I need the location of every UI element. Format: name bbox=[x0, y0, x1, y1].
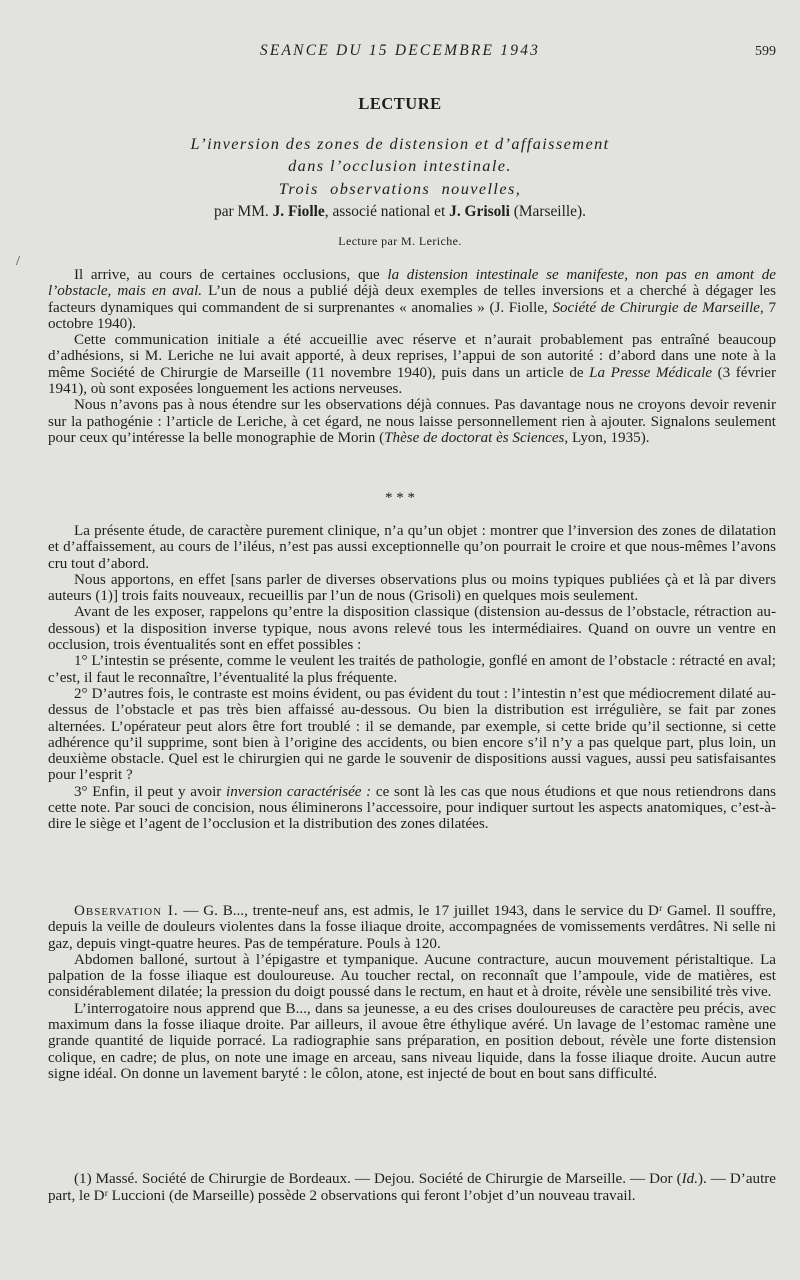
article-title-line-2: dans l’occlusion intestinale. bbox=[288, 156, 512, 175]
margin-mark: / bbox=[16, 254, 20, 269]
author-2: J. Grisoli bbox=[449, 203, 510, 220]
observation-block bbox=[48, 903, 776, 1082]
author-1: J. Fiolle bbox=[272, 203, 325, 220]
article-title-line-3: Trois observations nouvelles, bbox=[278, 179, 522, 198]
observation-paragraph-3: L’interrogatoire nous apprend que B..., dans sa jeunesse, a eu des crises douloureuses de caractère peu précis, avec maximum dans la fosse iliaque droite. Par ailleurs, il avoue être éthylique avéré. Un lavage de l’estomac ramène une grande quantité de liquide porracé. La radiographie sans préparation, en position debout, révèle une forte distension colique, en cadre; de plus, on note une image en arceau, sans niveau liquide, dans la fosse iliaque droite. Aucun autre signe idéal. On donne un lavement baryté : le côlon, atone, est injecté de bout en bout sans difficulté. bbox=[48, 1000, 776, 1082]
list-item-1: 1° L’intestin se présente, comme le veulent les traités de pathologie, gonflé en amont de l’obstacle : rétracté en aval; c’est, il faut le reconnaître, l’éventualité la plus fréquente. bbox=[48, 653, 776, 686]
running-title: SEANCE DU 15 DECEMBRE 1943 bbox=[259, 42, 541, 59]
section-heading: LECTURE bbox=[358, 94, 442, 113]
byline-prefix: par MM. bbox=[214, 203, 269, 220]
body-block bbox=[48, 523, 776, 833]
intro-paragraph-3: Nous n’avons pas à nous étendre sur les observations déjà connues. Pas davantage nous ne croyons devoir revenir sur la pathogénie : l’article de Leriche, à cet égard, ne nous laisse personnellement rien à ajouter. Signalons seulement pour ceux qu’intéresse la belle monographie de Morin (Thèse de doctorat ès Sciences, Lyon, 1935). bbox=[48, 397, 776, 446]
observation-paragraph-2: Abdomen balloné, surtout à l’épigastre et tympanique. Aucune contracture, aucun mouvement péristaltique. La palpation de la fosse iliaque est douloureuse. Au toucher rectal, on reconnaît que l’ampoule, vide de matières, est considérablement dilatée; la pression du doigt poussé dans le rectum, en haut et à droite, révèle une sensibilité très vive. bbox=[48, 951, 776, 1001]
list-item-2: 2° D’autres fois, le contraste est moins évident, ou pas évident du tout : l’intestin n’est que médiocrement dilaté au-dessus de l’obstacle et pas très bien affaissé au-dessous. Ou bien la distribution est irrégulière, se fait par zones alternées. L’opérateur peut alors être fort troublé : il se demande, par exemple, si cette bride qu’il sectionne, si cette adhérence qu’il supprime, sont bien à l’origine des accidents, ou bien encore s’il n’y a pas quelque part, plus loin, un deuxième obstacle. Quel est le chirurgien qui ne garde le souvenir de dispositions aussi vagues, aussi peu satisfaisantes pour l’esprit ? bbox=[48, 685, 776, 784]
article-title-line-1: L’inversion des zones de distension et d’affaissement bbox=[190, 134, 610, 153]
byline bbox=[0, 203, 800, 221]
page-number: 599 bbox=[755, 44, 776, 59]
list-item-3: 3° Enfin, il peut y avoir inversion caractérisée : ce sont là les cas que nous étudions et que nous retiendrons dans cette note. Par souci de concision, nous éliminerons l’accessoire, pour indiquer surtout les aspects anatomiques, c’est-à-dire le siège et l’agent de l’occlusion et la distribution des zones dilatées. bbox=[48, 783, 776, 833]
intro-paragraph-2: Cette communication initiale a été accueillie avec réserve et n’aurait probablement pas entraîné beaucoup d’adhésions, si M. Leriche ne lui avait apporté, à deux reprises, l’appui de son autorité : d’abord dans une note à la même Société de Chirurgie de Marseille (11 novembre 1940), puis dans un article de La Presse Médicale (3 février 1941), où sont exposées longuement les actions nerveuses. bbox=[48, 332, 776, 398]
observation-paragraph-1: Observation I. — G. B..., trente-neuf ans, est admis, le 17 juillet 1943, dans le service du Dʳ Gamel. Il souffre, depuis la veille de douleurs violentes dans la fosse iliaque droite, accompagnées de vomissements verdâtres. Ni selle ni gaz, depuis vingt-quatre heures. Pas de température. Pouls à 120. bbox=[48, 903, 776, 952]
read-by-line: Lecture par M. Leriche. bbox=[338, 234, 462, 248]
intro-paragraph-1: Il arrive, au cours de certaines occlusions, que la distension intestinale se manifeste, non pas en amont de l’obstacle, mais en aval. L’un de nous a publié déjà deux exemples de telles inversions et a cherché à dégager les facteurs dynamiques qui commandent de si surprenantes « anomalies » (J. Fiolle, Société de Chirurgie de Marseille, 7 octobre 1940). bbox=[48, 267, 777, 332]
byline-mid: , associé national et bbox=[324, 203, 446, 220]
body-paragraph-3: Avant de les exposer, rappelons qu’entre la disposition classique (distension au-dessus de l’obstacle, rétraction au-dessous) et la disposition inverse typique, nous avons relevé tous les intermédiaires. Quand on ouvre un ventre en occlusion, trois éventualités sont en effet possibles : bbox=[48, 604, 776, 654]
observation-label: Observation I. bbox=[74, 903, 179, 919]
intro-block bbox=[48, 267, 776, 446]
body-paragraph-1: La présente étude, de caractère purement clinique, n’a qu’un objet : montrer que l’inversion des zones de dilatation et d’affaissement, au cours de l’iléus, n’est pas aussi exceptionnelle qu’on pourrait le croire et que nous-mêmes l’avons cru tout d’abord. bbox=[48, 523, 776, 572]
footnote: (1) Massé. Société de Chirurgie de Bordeaux. — Dejou. Société de Chirurgie de Marseille. — Dor (Id.). — D’autre part, le Dʳ Luccioni (de Marseille) possède 2 observations qui feront l’objet d’un nouveau travail. bbox=[48, 1171, 776, 1204]
body-paragraph-2: Nous apportons, en effet [sans parler de diverses observations plus ou moins typiques publiées çà et là par divers auteurs (1)] trois faits nouveaux, recueillis par l’un de nous (Grisoli) en quelques mois seulement. bbox=[48, 571, 776, 605]
section-separator: * * * bbox=[385, 490, 415, 506]
byline-suffix: (Marseille). bbox=[509, 203, 586, 220]
